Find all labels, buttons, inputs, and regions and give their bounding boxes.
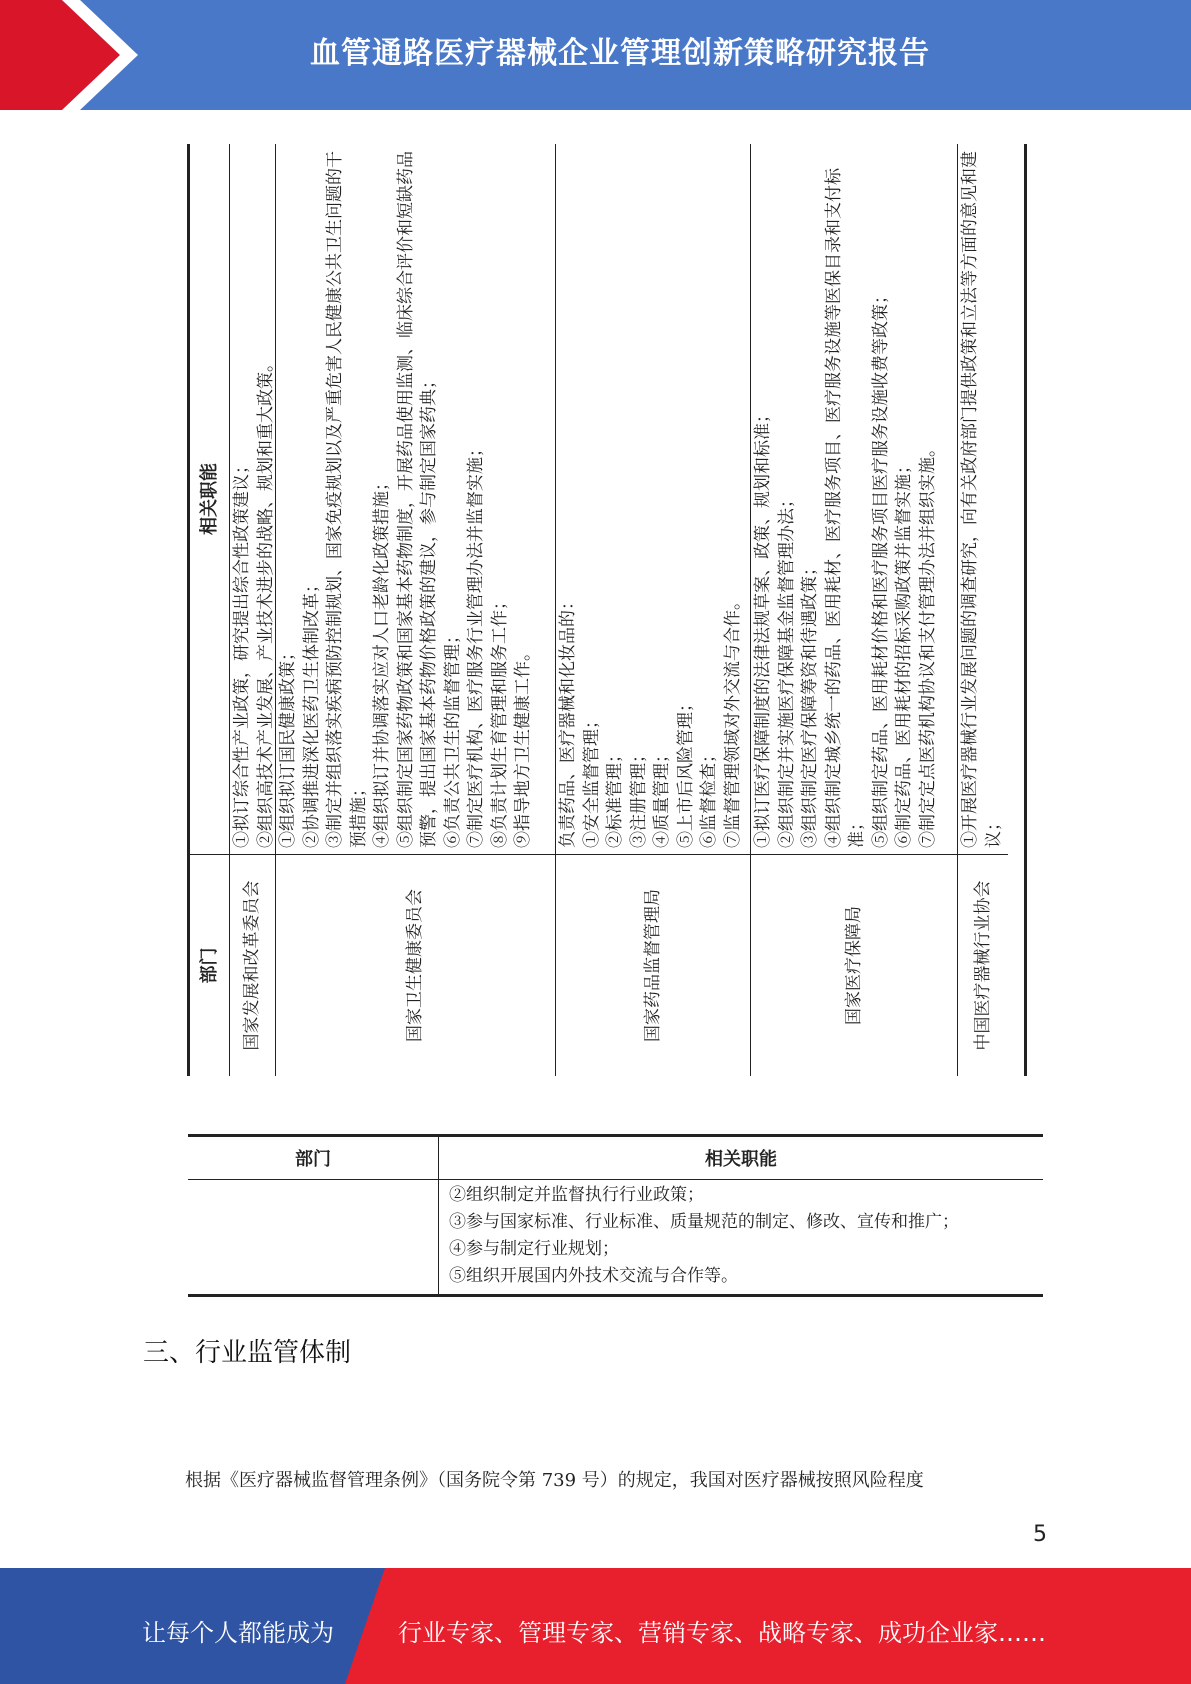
duty-item: ④质量管理； [652,746,672,848]
duty-item: ③组织制定医疗保障筹资和待遇政策； [800,559,820,848]
duty-item: ⑦制定定点医药机构协议和支付管理办法并组织实施。 [917,440,938,848]
continuation-table [188,1134,1043,1297]
duties-cell [556,144,750,854]
dept-cell: 国家卫生健康委员会 [276,854,555,1076]
duty-item: ⑤组织制定国家药物政策和国家基本药物制度，开展药品使用监测、临床综合评价和短缺药品预警，提出国家基本药物价格政策的建议，参与制定国家药典； [395,151,439,848]
duty-item: ⑦监督管理领域对外交流与合作。 [722,593,743,848]
table-row [751,144,958,1076]
duty-item: ③注册管理； [628,746,649,848]
duty-item: ①拟订综合性产业政策，研究提出综合性政策建议； [232,457,252,848]
duty-item: ①组织拟订国民健康政策； [278,644,298,848]
duties-cell [751,144,957,854]
duty-item: ③制定并组织落实疾病预防控制规划、国家免疫规划以及严重危害人民健康公共卫生问题的干预措施； [325,151,369,848]
duty-item: ②组织高技术产业发展、产业技术进步的战略、规划和重大政策。 [255,355,276,848]
page-header [0,0,1191,110]
table-row [188,1180,1043,1296]
duty-item: ②协调推进深化医药卫生体制改革； [301,576,322,848]
header-duties: 相关职能 [439,1136,1044,1180]
footer-slogan-left: 让每个人都能成为 [142,1619,334,1647]
table-header-row [190,144,230,1076]
page-number: 5 [1033,1522,1047,1547]
header-duties: 相关职能 [198,463,220,535]
duty-item: ④组织拟订并协调落实应对人口老龄化政策措施； [372,474,392,848]
header-dept: 部门 [190,854,229,1076]
duty-item: ⑤组织制定药品、医用耗材价格和医疗服务项目医疗服务设施收费等政策； [870,287,891,848]
duty-item: ②标准管理； [605,746,625,848]
section-heading: 三、行业监管体制 [143,1338,352,1368]
duty-item: ①拟订医疗保障制度的法律法规草案、政策、规划和标准； [753,406,773,848]
duty-item: ④参与制定行业规划； [449,1239,619,1259]
duty-item: ⑦制定医疗机构、医疗服务行业管理办法并监督实施； [466,440,486,848]
duty-item: ⑧负责计划生育管理和服务工作； [489,593,510,848]
dept-cell: 国家药品监督管理局 [556,854,750,1076]
duty-item: 负责药品、医疗器械和化妆品的： [558,593,578,848]
table-row [556,144,751,1076]
dept-cell: 国家医疗保障局 [751,854,957,1076]
duty-item: ④组织制定城乡统一的药品、医用耗材、医疗服务项目、医疗服务设施等医保目录和支付标准； [823,168,867,848]
footer-slogan-right: 行业专家、管理专家、营销专家、战略专家、成功企业家…… [398,1619,1046,1647]
rotated-table-body [187,144,1027,1076]
duty-item: ②组织制定并监督执行行业政策； [449,1185,704,1205]
rotated-duties-table [187,144,1027,1076]
table-row [230,144,276,1076]
duty-item: ⑥负责公共卫生的监督管理； [442,627,463,848]
duty-item: ③参与国家标准、行业标准、质量规范的制定、修改、宣传和推广； [449,1212,959,1232]
duties-cell [230,144,275,854]
table-header-row [188,1136,1043,1180]
duty-item: ①安全监督管理； [581,712,602,848]
dept-cell: 中国医疗器械行业协会 [958,854,1008,1076]
page-footer [0,1568,1191,1684]
table-row [958,144,1008,1076]
duty-item: ⑥监督检查； [699,746,719,848]
duty-item: ⑤上市后风险管理； [675,695,696,848]
duties-cell [958,144,1008,854]
header-dept: 部门 [188,1136,439,1180]
table-row [276,144,556,1076]
duty-item: ①开展医疗器械行业发展问题的调查研究，向有关政府部门提供政策和立法等方面的意见和建议； [960,151,1004,848]
duty-item: ②组织制定并实施医疗保障基金监督管理办法； [776,491,797,848]
dept-cell [188,1180,439,1296]
duties-cell [276,144,555,854]
duty-item: ⑥制定药品、医用耗材的招标采购政策并监督实施； [894,457,914,848]
duty-item: ⑨指导地方卫生健康工作。 [513,644,533,848]
dept-cell: 国家发展和改革委员会 [230,854,275,1076]
duty-item: ⑤组织开展国内外技术交流与合作等。 [449,1266,738,1286]
body-paragraph: 根据《医疗器械监督管理条例》（国务院令第 739 号）的规定，我国对医疗器械按照风险程度 [185,1470,924,1491]
report-title: 血管通路医疗器械企业管理创新策略研究报告 [310,36,930,71]
duties-cell [439,1180,1044,1296]
